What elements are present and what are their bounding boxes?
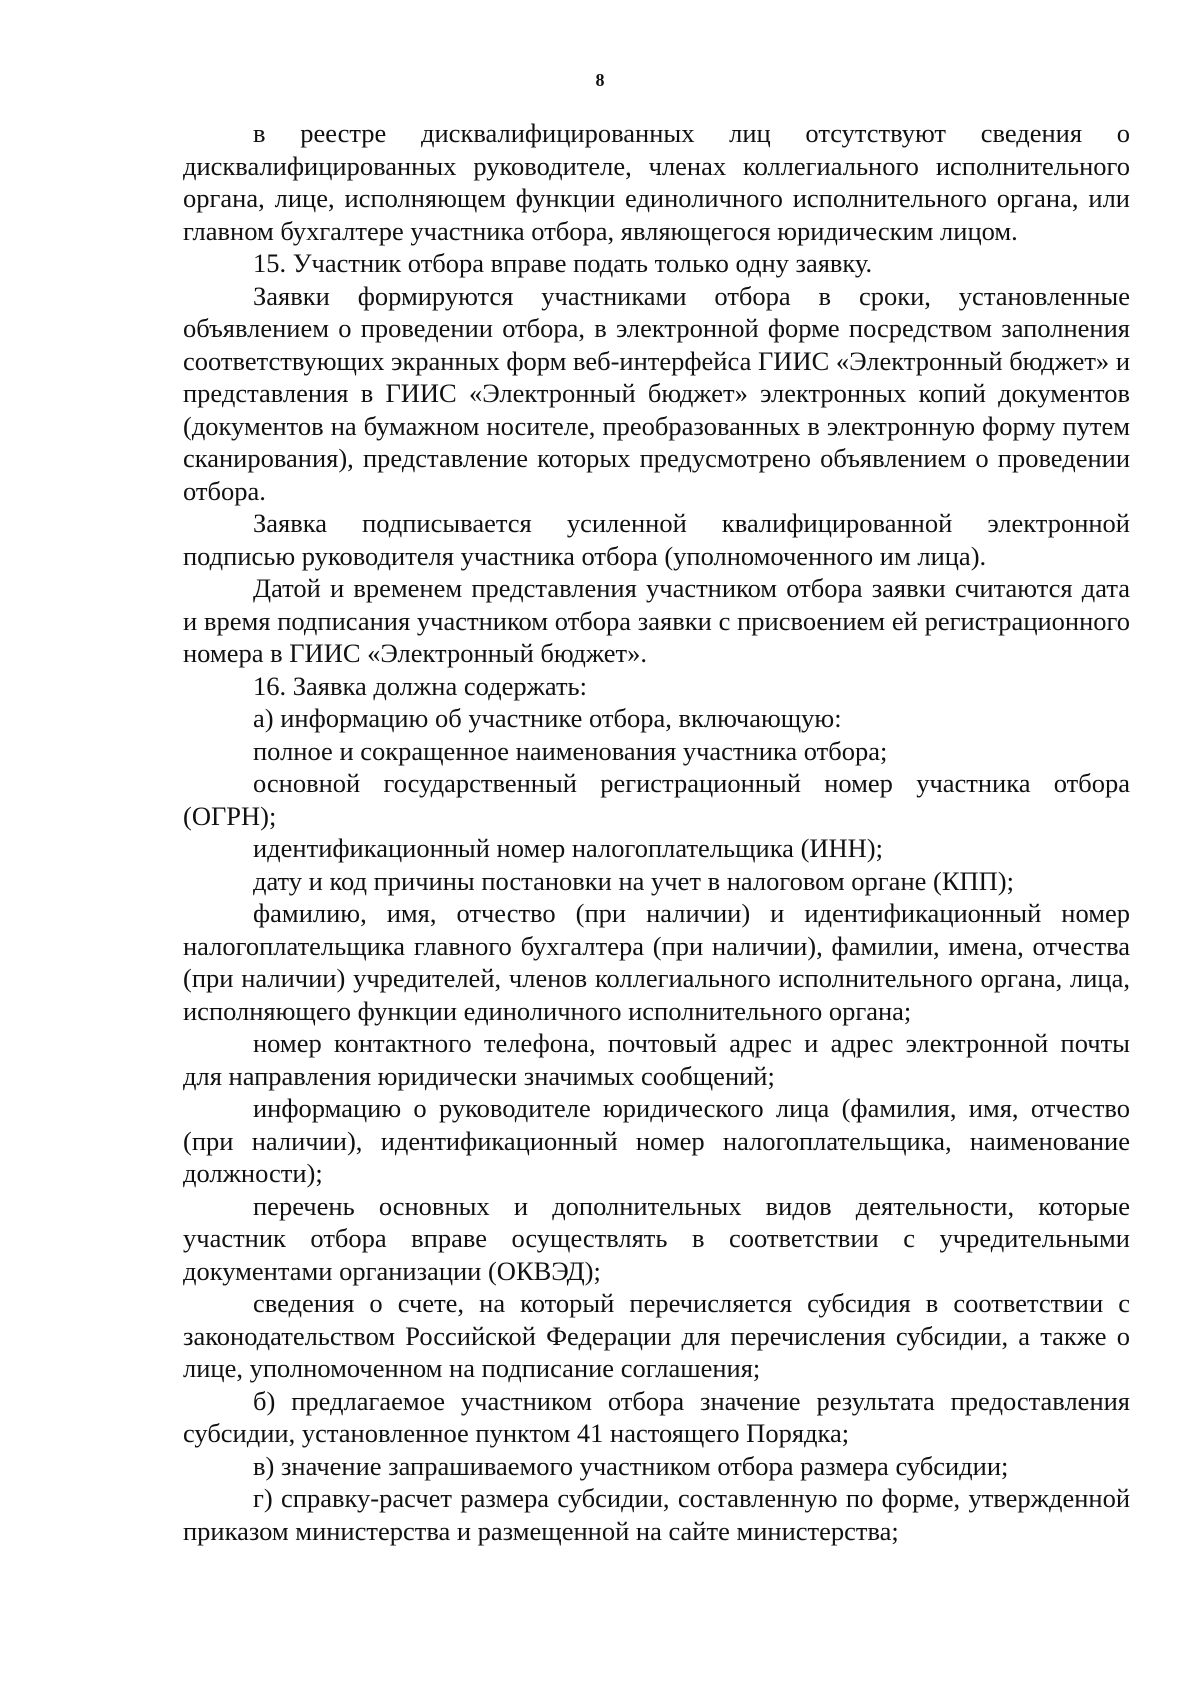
paragraph-item-16: 16. Заявка должна содержать: — [253, 670, 587, 701]
paragraph-subitem-g: г) справку-расчет размера субсидии, составленную по форме, утвержденной приказом министерства и размещенной на сайте министерства; — [183, 1483, 1130, 1546]
paragraph-accountant-founders: фамилию, имя, отчество (при наличии) и идентификационный номер налогоплательщика главного бухгалтера (при наличии), фамилии, имена, отчества (при наличии) учредителей, членов коллегиального исполнительного органа, лица, исполняющего функции единоличного исполнительного органа; — [183, 898, 1130, 1026]
paragraph-application-signed: Заявка подписывается усиленной квалифицированной электронной подписью руководителя участника отбора (уполномоченного им лица). — [183, 508, 1130, 571]
paragraph-applications-formed: Заявки формируются участниками отбора в сроки, установленные объявлением о проведении отбора, в электронной форме посредством заполнения соответствующих экранных форм веб-интерфейса ГИИС «Электронный бюджет» и представления в ГИИС «Электронный бюджет» электронных копий документов (документов на бумажном носителе, преобразованных в электронную форму путем сканирования), представление которых предусмотрено объявлением о проведении отбора. — [183, 280, 1130, 506]
paragraph-inn: идентификационный номер налогоплательщика (ИНН); — [253, 833, 883, 863]
paragraph-subitem-v: в) значение запрашиваемого участником отбора размера субсидии; — [253, 1450, 1009, 1481]
paragraph-full-name: полное и сокращенное наименования участника отбора; — [253, 735, 888, 766]
paragraph-subitem-b: б) предлагаемое участником отбора значение результата предоставления субсидии, установленное пунктом 41 настоящего Порядка; — [183, 1385, 1130, 1448]
paragraph-head-info: информацию о руководителе юридического лица (фамилия, имя, отчество (при наличии), идентификационный номер налогоплательщика, наименование должности); — [183, 1093, 1130, 1188]
paragraph-ogrn: основной государственный регистрационный номер участника отбора (ОГРН); — [183, 768, 1130, 831]
paragraph-item-15: 15. Участник отбора вправе подать только одну заявку. — [253, 248, 873, 278]
paragraph-subitem-a: а) информацию об участнике отбора, включающую: — [253, 703, 842, 733]
paragraph-disqualified-persons: в реестре дисквалифицированных лиц отсутствуют сведения о дисквалифицированных руководителе, членах коллегиального исполнительного органа, лице, исполняющем функции единоличного исполнительного органа, или главном бухгалтере участника отбора, являющегося юридическим лицом. — [183, 118, 1130, 246]
page-number: 8 — [595, 70, 605, 90]
paragraph-contacts: номер контактного телефона, почтовый адрес и адрес электронной почты для направления юридически значимых сообщений; — [183, 1028, 1130, 1091]
paragraph-account-info: сведения о счете, на который перечисляется субсидия в соответствии с законодательством Российской Федерации для перечисления субсидии, а также о лице, уполномоченном на подписание соглашения; — [183, 1288, 1130, 1383]
paragraph-submission-date: Датой и временем представления участником отбора заявки считаются дата и время подписания участником отбора заявки с присвоением ей регистрационного номера в ГИИС «Электронный бюджет». — [183, 573, 1130, 668]
paragraph-kpp: дату и код причины постановки на учет в налоговом органе (КПП); — [253, 865, 1014, 896]
paragraph-okved: перечень основных и дополнительных видов деятельности, которые участник отбора вправе осуществлять в соответствии с учредительными документами организации (ОКВЭД); — [183, 1190, 1130, 1286]
body-text — [183, 117, 1130, 1547]
